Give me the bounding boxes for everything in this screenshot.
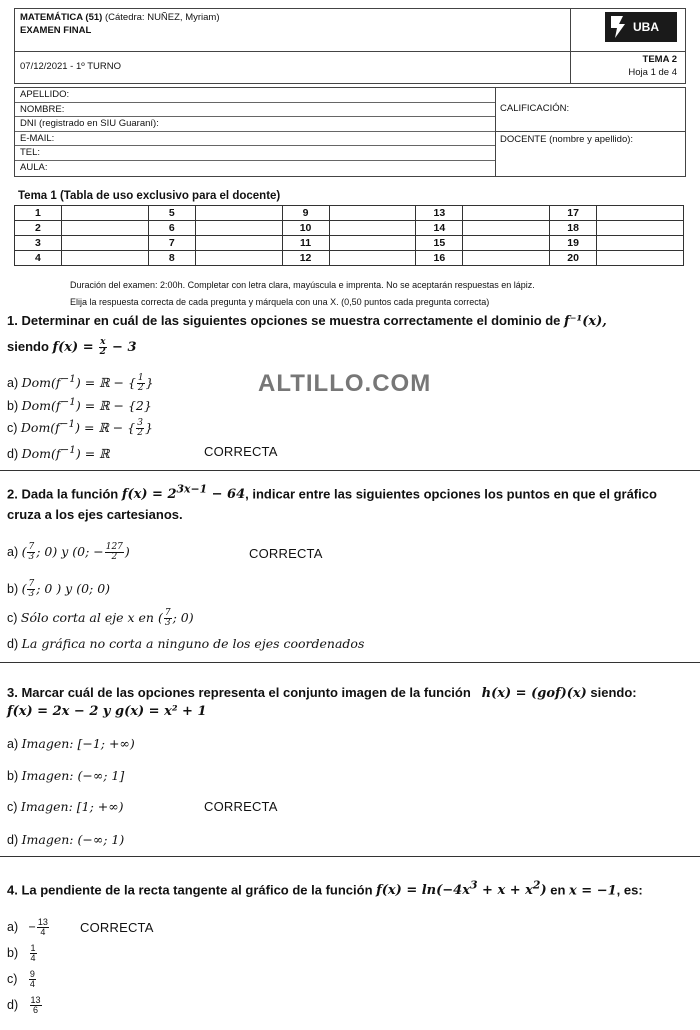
grid-question-number: 4: [15, 251, 62, 266]
question-3: 3. Marcar cuál de las opciones representa el conjunto imagen de la función h(x) = (gof)(x) siendo:: [7, 685, 637, 701]
grid-answer-cell[interactable]: [329, 221, 416, 236]
instructions-line-2: Elija la respuesta correcta de cada pregunta y márquela con una X. (0,50 puntos cada pregunta correcta): [70, 297, 490, 307]
subject-line: [20, 12, 220, 23]
q1-option-b[interactable]: b) $Dom(f^{-1})$ = ℝ − {2}: [7, 396, 152, 414]
grid-answer-cell[interactable]: [329, 206, 416, 221]
grid-question-number: 9: [282, 206, 329, 221]
q4-option-c[interactable]: c) $\frac{9}{4}$: [7, 969, 35, 989]
grid-row: [15, 206, 684, 221]
grid-title: Tema 1 (Tabla de uso exclusivo para el docente): [18, 190, 281, 202]
grid-question-number: 16: [416, 251, 463, 266]
q3-option-c[interactable]: c) Imagen: [1; +∞): [7, 799, 124, 814]
page-indicator: Hoja 1 de 4: [628, 67, 677, 78]
q2-option-a[interactable]: a) ( $\frac{7}{3}$ ; 0) y (0; − $\frac{127}{2}$ ): [7, 542, 130, 562]
grid-answer-cell[interactable]: [195, 236, 282, 251]
q1-correct-mark: CORRECTA: [204, 444, 278, 459]
grid-row: [15, 221, 684, 236]
watermark: ALTILLO.COM: [258, 370, 432, 397]
grid-question-number: 11: [282, 236, 329, 251]
grid-answer-cell[interactable]: [597, 251, 684, 266]
catedra: (Cátedra: NUÑEZ, Myriam): [104, 12, 220, 23]
grid-answer-cell[interactable]: [61, 236, 148, 251]
field-email[interactable]: E-MAIL:: [15, 132, 495, 147]
question-2: 2. Dada la función $f(x) = 2^{3x-1} - 64$, indicar entre las siguientes opciones los puntos en que el gráfico: [7, 483, 657, 503]
grid-answer-cell[interactable]: [463, 251, 550, 266]
grid-question-number: 14: [416, 221, 463, 236]
grid-question-number: 12: [282, 251, 329, 266]
grid-answer-cell[interactable]: [597, 206, 684, 221]
answer-grid: [14, 205, 684, 266]
header-divider: [570, 9, 571, 83]
grid-question-number: 19: [550, 236, 597, 251]
q1-option-d[interactable]: d) $Dom(f^{-1})$ = ℝ: [7, 444, 110, 462]
grid-answer-cell[interactable]: [195, 221, 282, 236]
question-separator: [0, 856, 700, 857]
grid-answer-cell[interactable]: [61, 251, 148, 266]
grid-question-number: 17: [550, 206, 597, 221]
student-data-box: [14, 87, 686, 177]
tema-label: TEMA 2: [642, 54, 677, 65]
question-1-siendo: siendo: [7, 339, 49, 354]
grid-question-number: 8: [148, 251, 195, 266]
q2-correct-mark: CORRECTA: [249, 546, 323, 561]
q4-option-a[interactable]: a) − $\frac{13}{4}$: [7, 917, 48, 937]
subject: MATEMÁTICA (51): [20, 12, 103, 23]
exam-header: [14, 8, 686, 84]
grid-question-number: 6: [148, 221, 195, 236]
grid-answer-cell[interactable]: [195, 251, 282, 266]
grid-answer-cell[interactable]: [463, 206, 550, 221]
field-docente[interactable]: DOCENTE (nombre y apellido):: [500, 134, 634, 145]
q3-option-d[interactable]: d) Imagen: (−∞; 1): [7, 832, 125, 847]
question-1-text: 1. Determinar en cuál de las siguientes opciones se muestra correctamente el dominio de: [7, 313, 561, 328]
student-fields-column: [15, 88, 496, 176]
grid-question-number: 15: [416, 236, 463, 251]
instructions-line-1: Duración del examen: 2:00h. Completar con letra clara, mayúscula e imprenta. No se aceptarán respuestas en lápiz.: [70, 280, 535, 290]
grid-answer-cell[interactable]: [463, 236, 550, 251]
question-1: [7, 313, 607, 329]
grid-answer-cell[interactable]: [597, 236, 684, 251]
grid-question-number: 5: [148, 206, 195, 221]
q2-option-d[interactable]: d) La gráfica no corta a ninguno de los ejes coordenados: [7, 636, 365, 651]
grid-answer-cell[interactable]: [61, 206, 148, 221]
question-2-line-2: cruza a los ejes cartesianos.: [7, 507, 183, 522]
q2-option-b[interactable]: b) ( $\frac{7}{3}$ ; 0 ) y (0; 0): [7, 579, 111, 599]
q1-option-a[interactable]: a) $Dom(f^{-1})$ = ℝ − { $\frac{1}{2}$ }: [7, 373, 154, 394]
question-4: 4. La pendiente de la recta tangente al gráfico de la función $f(x) = \ln(-4x^3 + x + x^2)$ en x = −1, es:: [7, 879, 643, 899]
q2-option-c[interactable]: c) Sólo corta al eje x en ( $\frac{7}{3}$ ; 0): [7, 608, 194, 628]
q4-correct-mark: CORRECTA: [80, 920, 154, 935]
question-1-definition: siendo f(x) = $\frac{x}{2}$ − 3: [7, 337, 137, 357]
q4-option-b[interactable]: b) $\frac{1}{4}$: [7, 943, 36, 963]
grid-question-number: 20: [550, 251, 597, 266]
field-apellido[interactable]: APELLIDO:: [15, 88, 495, 103]
grid-answer-cell[interactable]: [329, 251, 416, 266]
grid-question-number: 7: [148, 236, 195, 251]
calificacion-divider: [495, 131, 685, 132]
question-3-line-2: f(x) = 2x − 2 y g(x) = x² + 1: [7, 704, 207, 719]
field-aula[interactable]: AULA:: [20, 162, 48, 173]
grid-question-number: 10: [282, 221, 329, 236]
uba-logo: [605, 12, 677, 42]
grid-row: [15, 236, 684, 251]
q3-correct-mark: CORRECTA: [204, 799, 278, 814]
grid-answer-cell[interactable]: [329, 236, 416, 251]
field-nombre[interactable]: NOMBRE:: [15, 103, 495, 118]
grid-question-number: 13: [416, 206, 463, 221]
logo-text: UBA: [633, 20, 659, 34]
grid-question-number: 18: [550, 221, 597, 236]
exam-type: EXAMEN FINAL: [20, 25, 92, 36]
question-separator: [0, 662, 700, 663]
grid-answer-cell[interactable]: [463, 221, 550, 236]
exam-date: 07/12/2021 - 1º TURNO: [20, 61, 121, 72]
question-separator: [0, 470, 700, 471]
grid-question-number: 3: [15, 236, 62, 251]
header-divider: [15, 51, 685, 52]
grid-answer-cell[interactable]: [597, 221, 684, 236]
q1-option-c[interactable]: c) $Dom(f^{-1})$ = ℝ − { $\frac{3}{2}$ }: [7, 418, 153, 439]
grid-question-number: 1: [15, 206, 62, 221]
q4-option-d[interactable]: d) $\frac{13}{6}$: [7, 995, 41, 1015]
grid-answer-cell[interactable]: [61, 221, 148, 236]
q3-option-b[interactable]: b) Imagen: (−∞; 1]: [7, 768, 125, 783]
question-1-function: f⁻¹(x),: [564, 314, 607, 329]
field-tel[interactable]: TEL:: [15, 146, 495, 161]
field-calificacion[interactable]: CALIFICACIÓN:: [500, 103, 570, 114]
grid-question-number: 2: [15, 221, 62, 236]
q3-option-a[interactable]: a) Imagen: [−1; +∞): [7, 736, 135, 751]
grid-row: [15, 251, 684, 266]
field-dni[interactable]: DNI (registrado en SIU Guaraní):: [15, 117, 495, 132]
grid-answer-cell[interactable]: [195, 206, 282, 221]
